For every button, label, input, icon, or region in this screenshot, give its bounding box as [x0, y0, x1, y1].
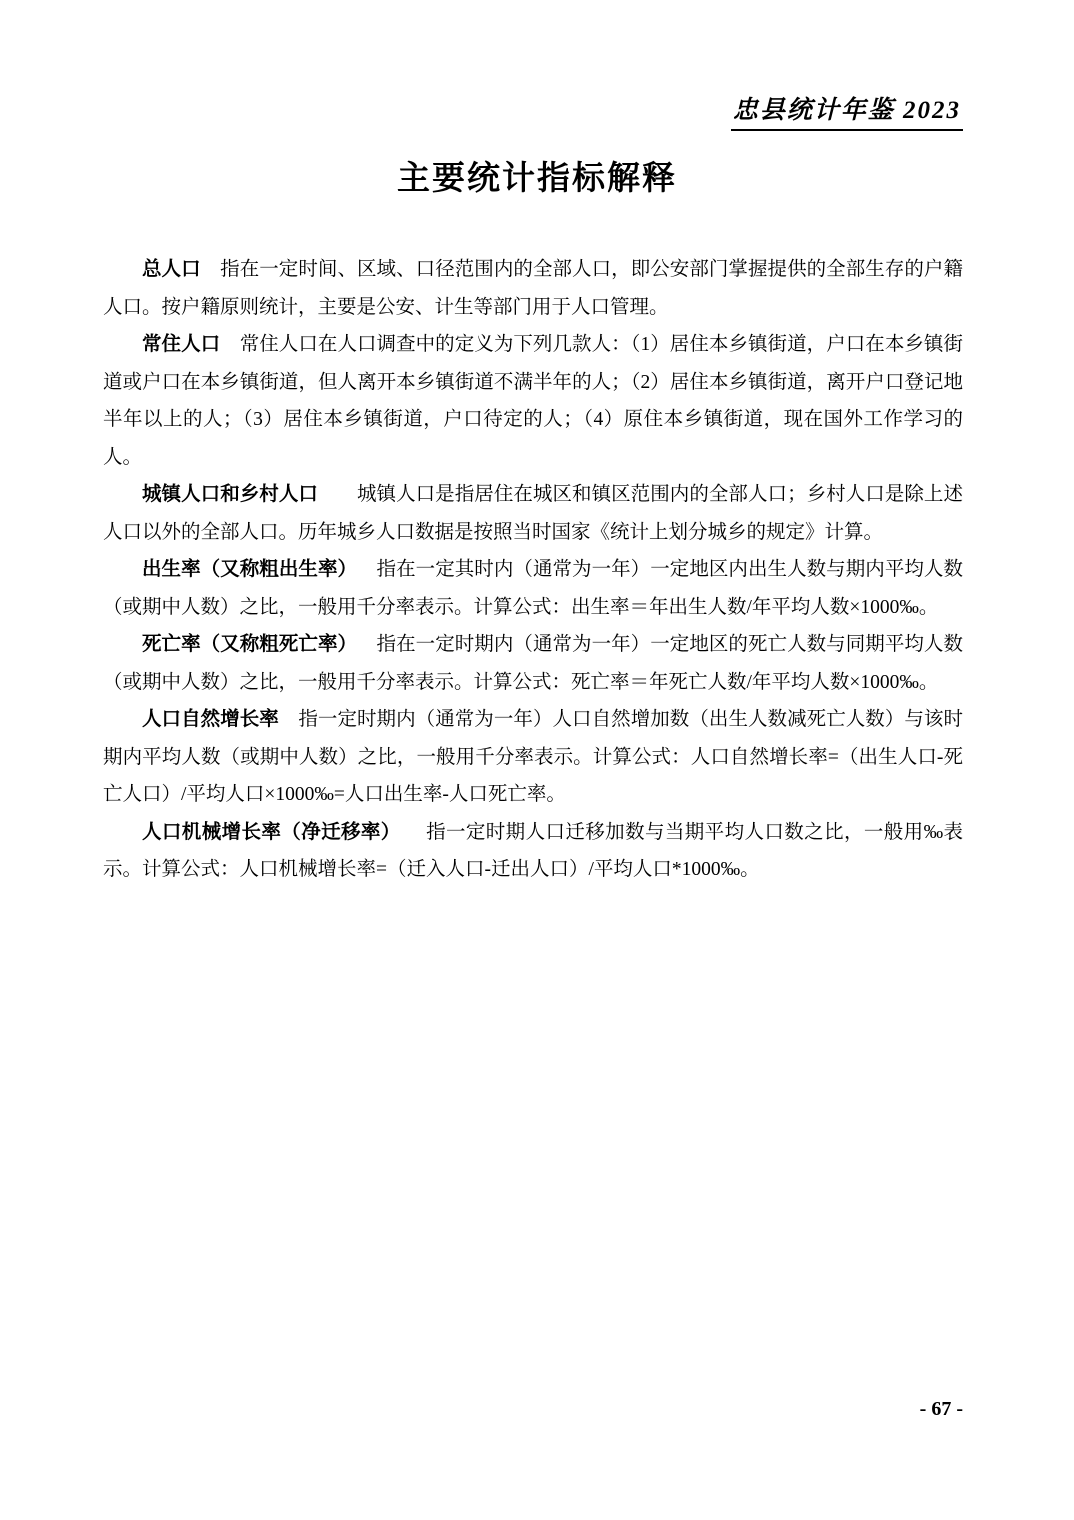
definition-paragraph-natural-growth-rate [103, 701, 963, 814]
term-definition: 指一定时期内（通常为一年）人口自然增加数（出生人数减死亡人数）与该时期内平均人数（或期中人数）之比，一般用千分率表示。计算公式：人口自然增长率=（出生人口-死亡人口）/平均人口×1000‰=人口出生率-人口死亡率。 [103, 709, 963, 805]
definition-paragraph-mechanical-growth-rate [103, 814, 963, 889]
term-definition: 指一定时期人口迁移加数与当期平均人口数之比，一般用‰表示。计算公式：人口机械增长率=（迁入人口-迁出人口）/平均人口*1000‰。 [103, 821, 963, 880]
term-definition: 指在一定其时内（通常为一年）一定地区内出生人数与期内平均人数（或期中人数）之比，一般用千分率表示。计算公式：出生率＝年出生人数/年平均人数×1000‰。 [103, 559, 963, 618]
term-label: 城镇人口和乡村人口 [142, 483, 318, 505]
running-header [731, 96, 963, 131]
yearbook-header-text: 忠县统计年鉴 2023 [731, 96, 963, 131]
term-label: 常住人口 [142, 333, 221, 355]
definition-paragraph-total-population [103, 251, 963, 326]
definition-paragraph-death-rate [103, 626, 963, 701]
definitions-body [103, 251, 963, 889]
definition-paragraph-urban-rural-population [103, 476, 963, 551]
term-definition: 指在一定时期内（通常为一年）一定地区的死亡人数与同期平均人数（或期中人数）之比，一般用千分率表示。计算公式：死亡率＝年死亡人数/年平均人数×1000‰。 [103, 634, 963, 693]
term-label: 人口自然增长率 [142, 708, 279, 730]
term-label: 死亡率（又称粗死亡率） [142, 633, 358, 655]
term-definition: 城镇人口是指居住在城区和镇区范围内的全部人口；乡村人口是除上述人口以外的全部人口。历年城乡人口数据是按照当时国家《统计上划分城乡的规定》计算。 [103, 484, 963, 543]
term-definition: 常住人口在人口调查中的定义为下列几款人：（1）居住本乡镇街道，户口在本乡镇街道或户口在本乡镇街道，但人离开本乡镇街道不满半年的人；（2）居住本乡镇街道，离开户口登记地半年以上的人；（3）居住本乡镇街道，户口待定的人；（4）原住本乡镇街道，现在国外工作学习的人。 [103, 334, 963, 468]
term-label: 出生率（又称粗出生率） [142, 558, 358, 580]
term-label: 人口机械增长率（净迁移率） [142, 820, 401, 843]
term-label: 总人口 [142, 258, 201, 280]
definition-paragraph-resident-population [103, 326, 963, 476]
page-number: - 67 - [919, 1398, 963, 1420]
page-title: 主要统计指标解释 [397, 159, 677, 196]
definition-paragraph-birth-rate [103, 551, 963, 626]
term-definition: 指在一定时间、区域、口径范围内的全部人口，即公安部门掌握提供的全部生存的户籍人口。按户籍原则统计，主要是公安、计生等部门用于人口管理。 [103, 259, 963, 318]
